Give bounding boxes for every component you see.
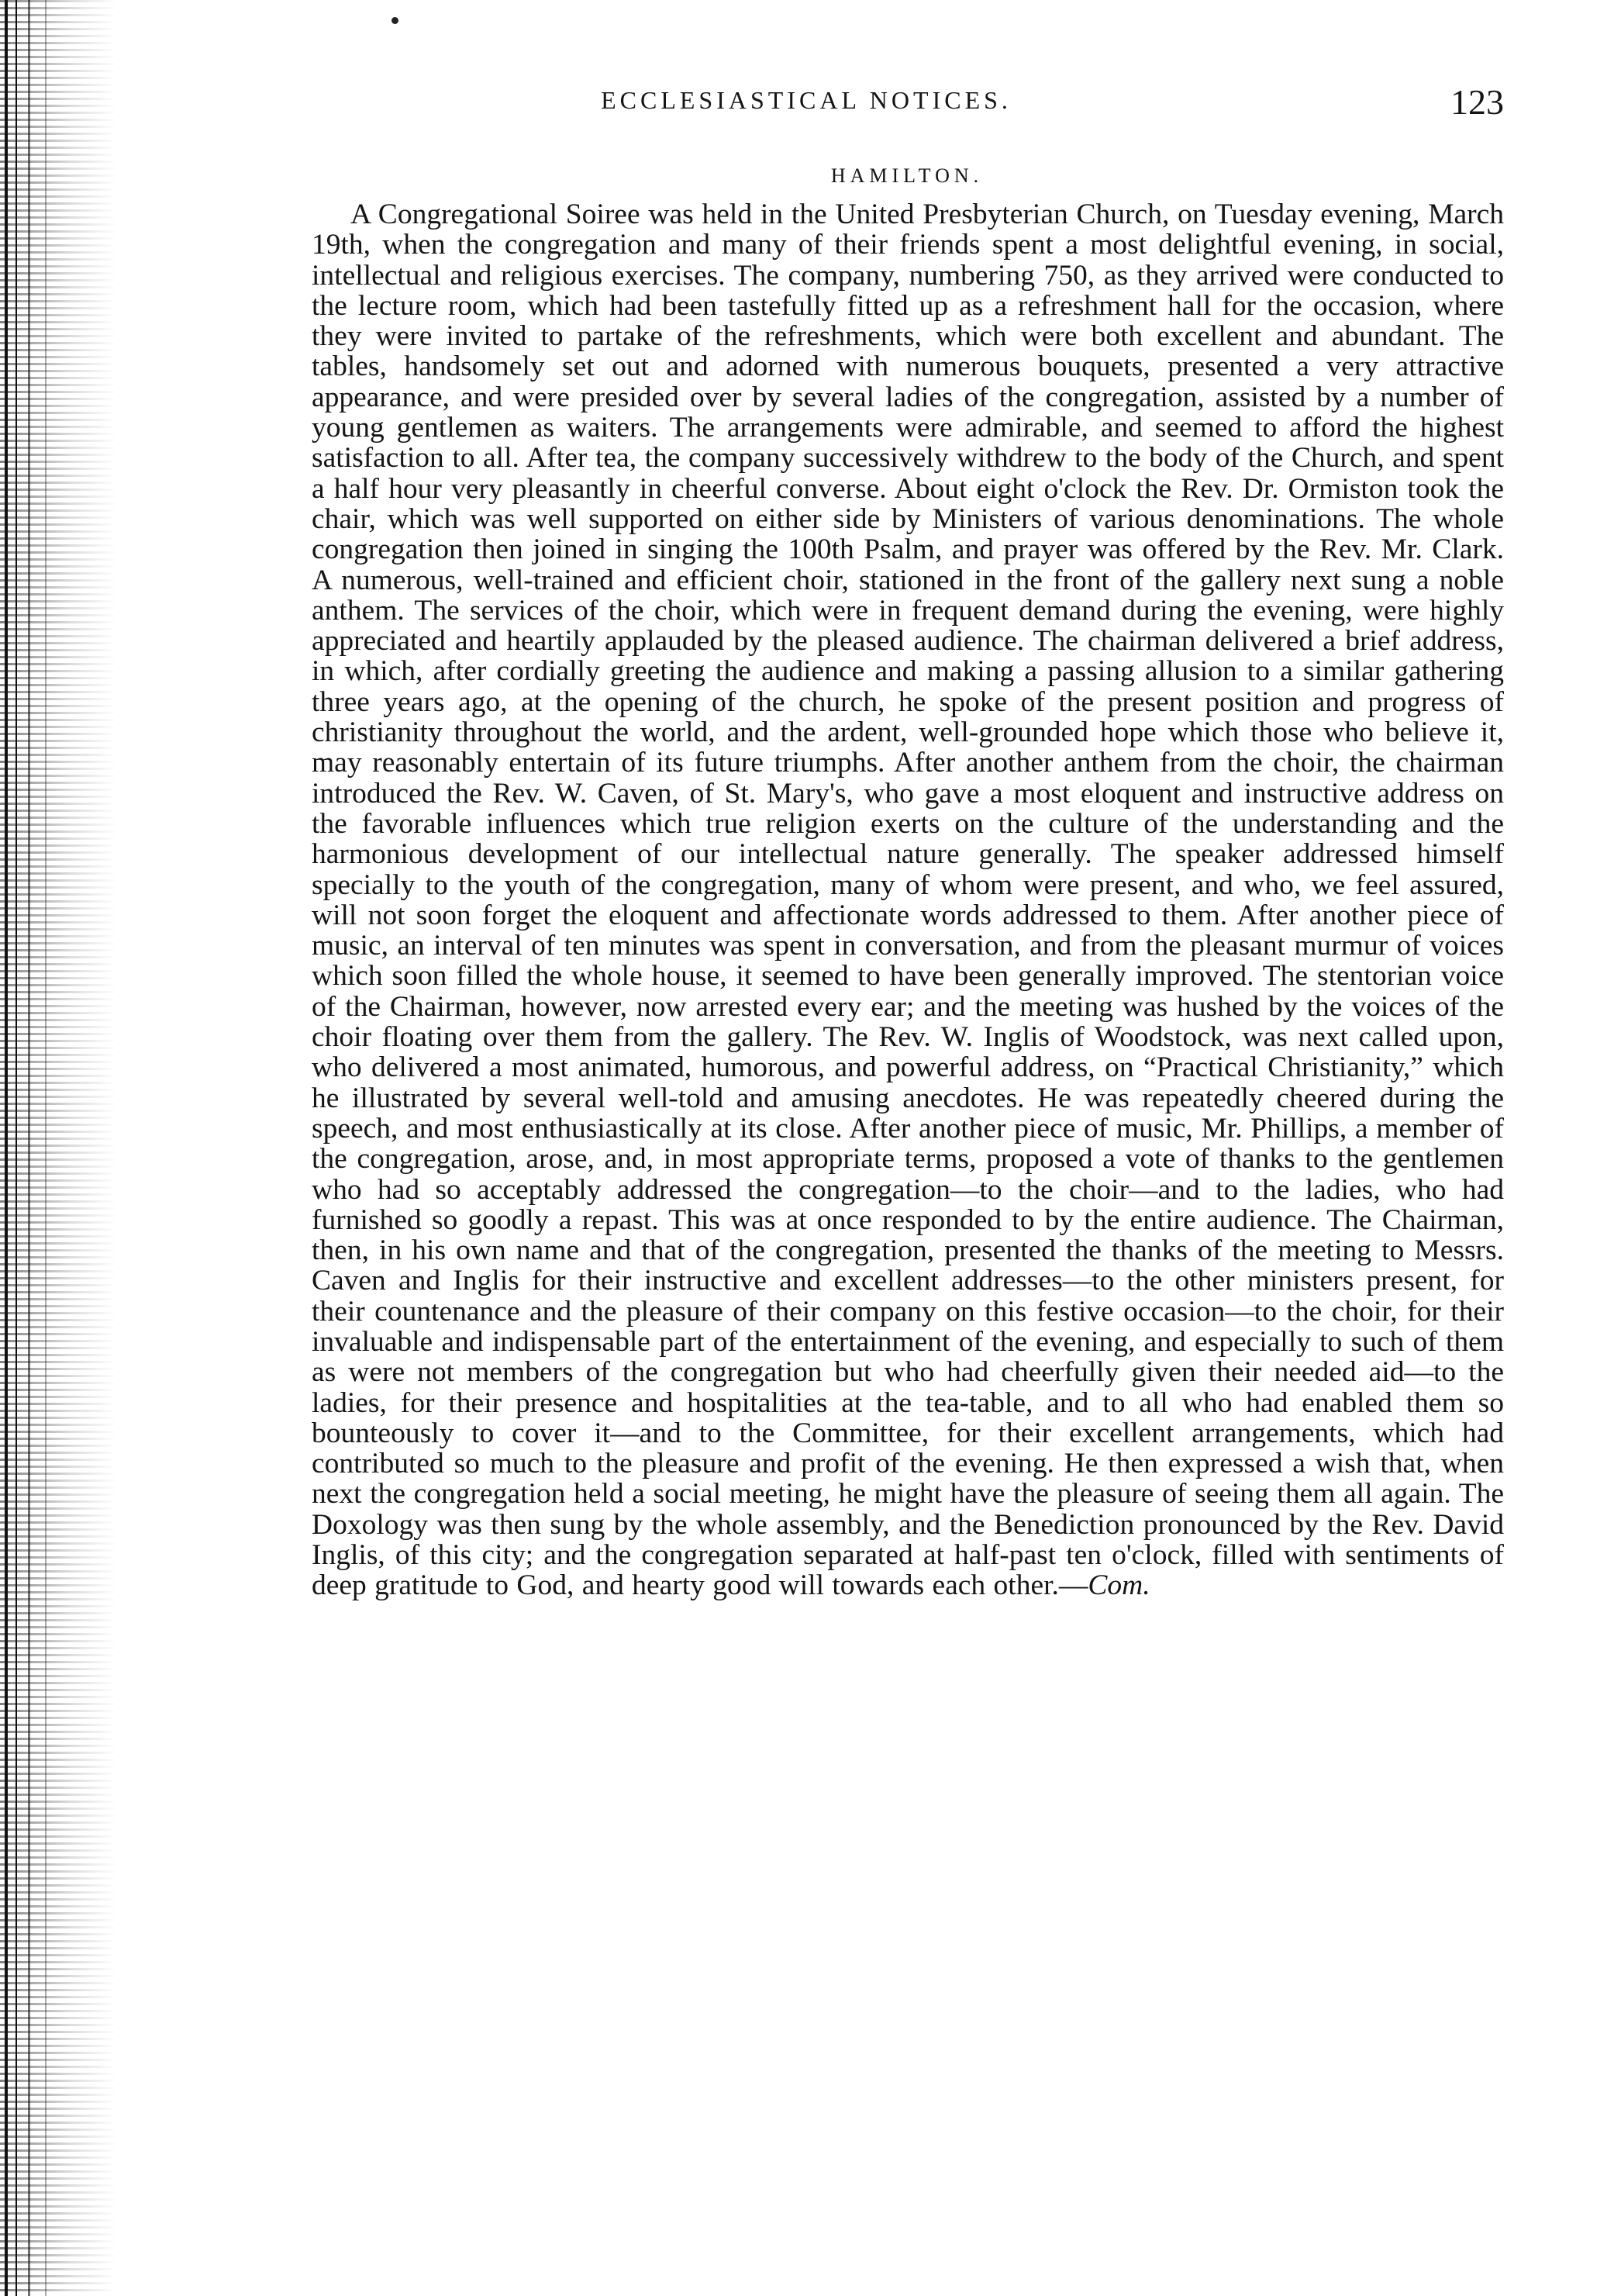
article-signature: Com. bbox=[1088, 1569, 1150, 1602]
binding-edge-line bbox=[28, 0, 30, 2296]
article-body-text: A Congregational Soiree was held in the United Presbyterian Church, on Tuesday evening, March 19th, when the congregation and many of their friends spent a most delightful evening, in social, intellectual and religious exercises. The company, numbering 750, as they arrived were conducted to the lecture room, which had been tastefully fitted up as a refreshment hall for the occasion, where they were invited to partake of the refreshments, which were both excellent and abundant. The tables, handsomely set out and adorned with numerous bouquets, presented a very attractive appearance, and were presided over by several ladies of the congregation, assisted by a number of young gentlemen as waiters. The arrangements were admirable, and seemed to afford the highest satisfaction to all. After tea, the company successively withdrew to the body of the Church, and spent a half hour very pleasantly in cheerful converse. About eight o'clock the Rev. Dr. Ormiston took the chair, which was well supported on either side by Ministers of various denominations. The whole congregation then joined in singing the 100th Psalm, and prayer was offered by the Rev. Mr. Clark. A numerous, well-trained and efficient choir, stationed in the front of the gallery next sung a noble anthem. The services of the choir, which were in frequent demand during the evening, were highly appreciated and heartily applauded by the pleased audience. The chairman delivered a brief address, in which, after cordially greeting the audience and making a passing allusion to a similar gathering three years ago, at the opening of the church, he spoke of the present position and progress of christianity throughout the world, and the ardent, well-grounded hope which those who believe it, may reasonably entertain of its future triumphs. After another anthem from the choir, the chairman introduced the Rev. W. Caven, of St. Mary's, who gave a most eloquent and instructive address on the favorable influences which true religion exerts on the culture of the understanding and the harmonious development of our intellectual nature generally. The speaker addressed himself specially to the youth of the congregation, many of whom were present, and who, we feel assured, will not soon forget the eloquent and affectionate words addressed to them. After another piece of music, an interval of ten minutes was spent in conversation, and from the pleasant murmur of voices which soon filled the whole house, it seemed to have been generally improved. The stentorian voice of the Chairman, however, now arrested every ear; and the meeting was hushed by the voices of the choir floating over them from the gallery. The Rev. W. Inglis of Woodstock, was next called upon, who delivered a most animated, humorous, and powerful address, on “Practical Christianity,” which he illustrated by several well-told and amusing anecdotes. He was repeatedly cheered during the speech, and most enthusiastically at its close. After another piece of music, Mr. Phillips, a member of the congregation, arose, and, in most appropriate terms, proposed a vote of thanks to the gentlemen who had so acceptably addressed the congregation—to the choir—and to the ladies, who had furnished so goodly a repast. This was at once responded to by the entire audience. The Chairman, then, in his own name and that of the congregation, presented the thanks of the meeting to Messrs. Caven and Inglis for their instructive and excellent addresses—to the other ministers present, for their countenance and the pleasure of their company on this festive occasion—to the choir, for their invaluable and indispensable part of the entertainment of the evening, and especially to such of them as were not members of the congregation but who had cheerfully given their needed aid—to the ladies, for their presence and hospitalities at the tea-table, and to all who had enabled them so bounteously to cover it—and to the Committee, for their excellent arrangements, which had contributed so much to the pleasure and profit of the evening. He then expressed a wish that, when next the congregation held a social meeting, he might have the pleasure of seeing them all again. The Doxology was then sung by the whole assembly, and the Benediction pronounced by the Rev. David Inglis, of this city; and the congregation separated at half-past ten o'clock, filled with sentiments of deep gratitude to God, and hearty good will towards each other.— bbox=[312, 199, 1504, 1602]
binding-edge-line bbox=[16, 0, 17, 2296]
scan-speck bbox=[391, 17, 398, 24]
section-heading: HAMILTON. bbox=[830, 164, 984, 187]
running-head-title: ECCLESIASTICAL NOTICES. bbox=[601, 86, 1012, 114]
running-head bbox=[310, 81, 1504, 128]
article-body bbox=[312, 199, 1504, 1601]
binding-edge-line bbox=[45, 0, 47, 2296]
page-number: 123 bbox=[1450, 82, 1504, 122]
binding-edge bbox=[0, 0, 116, 2296]
binding-edge-line bbox=[5, 0, 8, 2296]
